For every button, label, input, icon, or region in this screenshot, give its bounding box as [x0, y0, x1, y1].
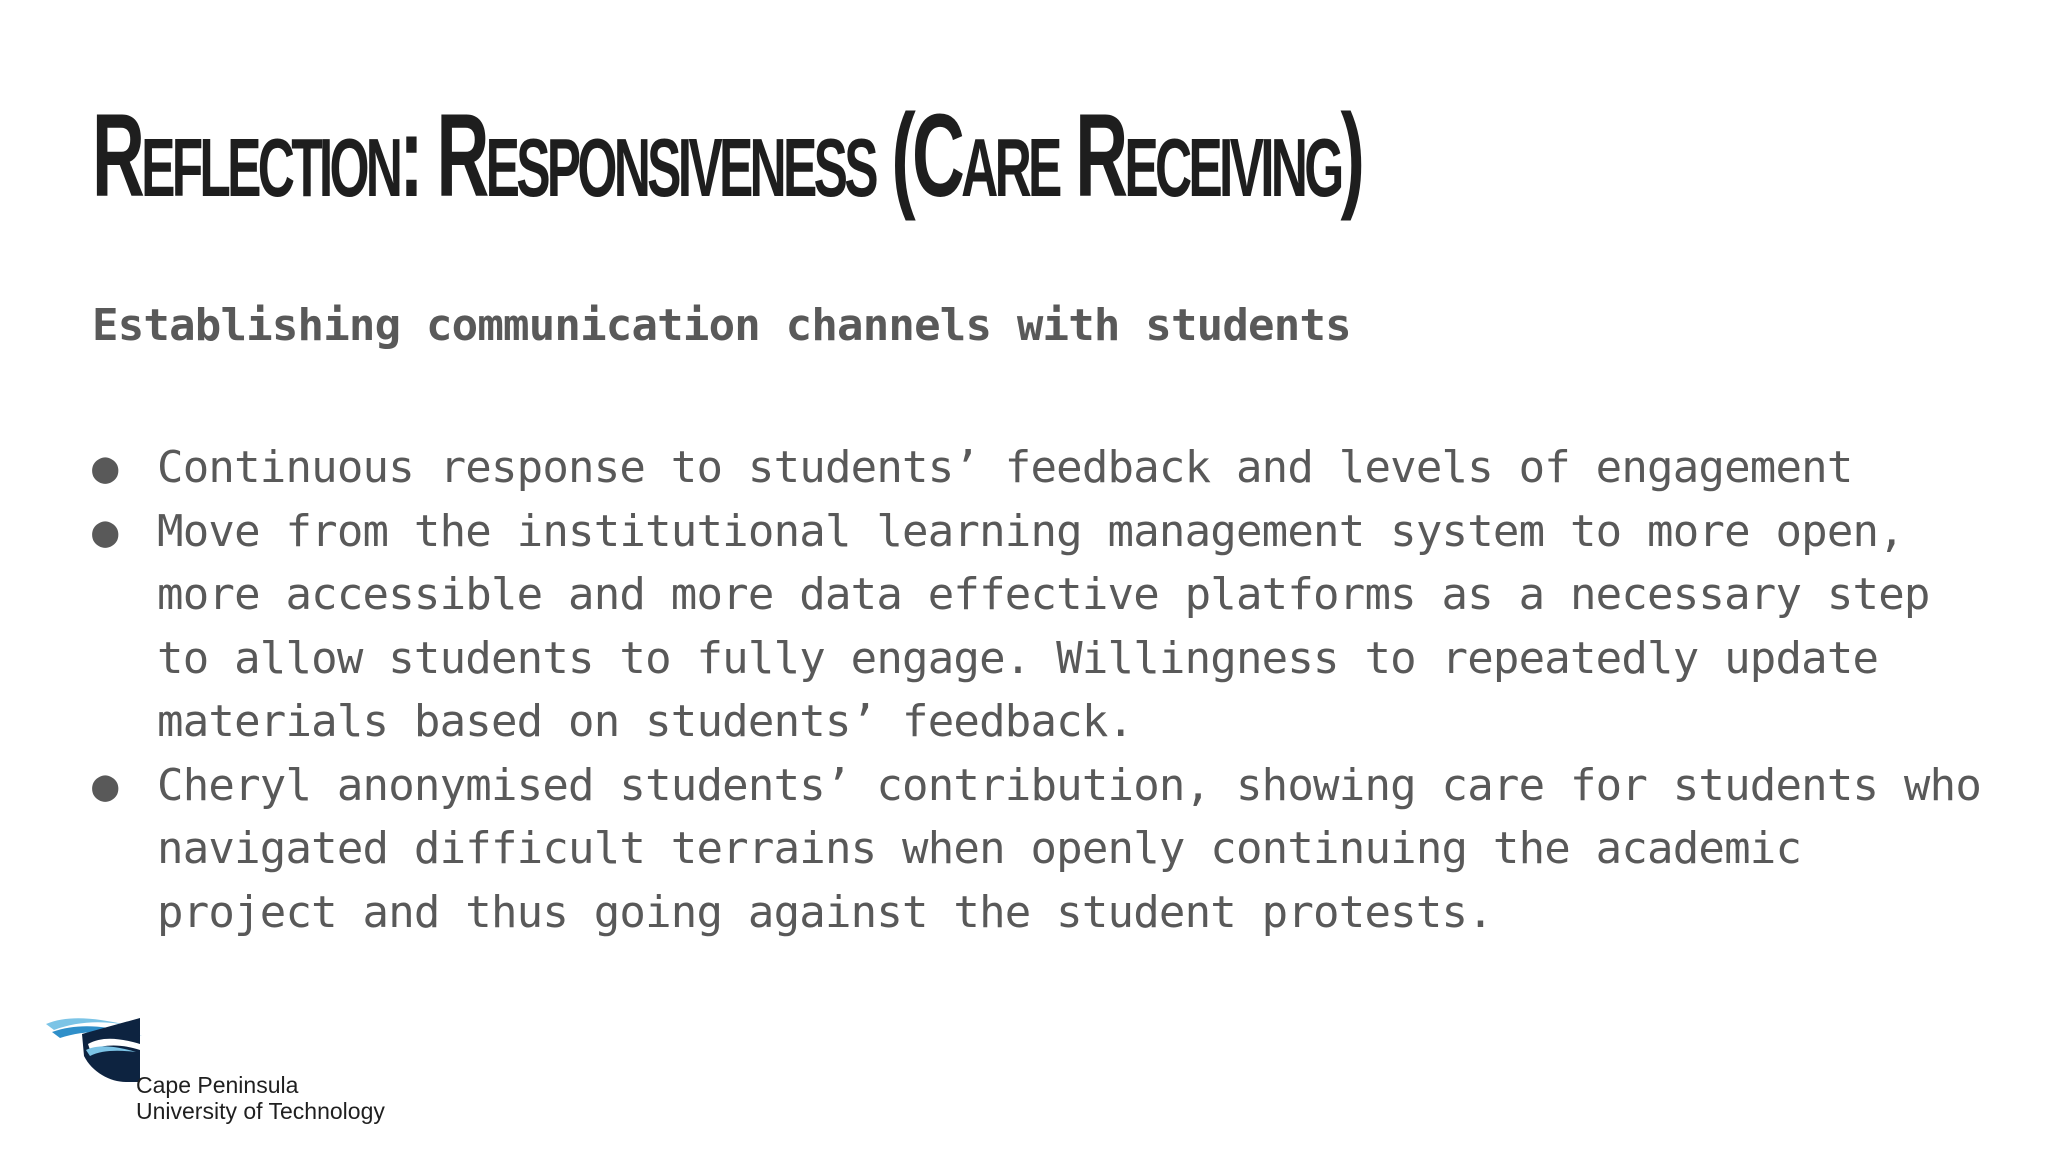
bullet-text: Move from the institutional learning management system to more open, more accessible and more data effective platforms as a necessary step to allow students to fully engage. Willingness to repeatedly update materials based on students’ feedback.: [157, 505, 1930, 747]
bullet-item: [92, 500, 1992, 754]
bullet-dot-icon: ●: [92, 759, 118, 811]
bullet-list: [92, 436, 1992, 944]
bullet-dot-icon: ●: [92, 442, 118, 493]
bullet-item: [92, 436, 1992, 500]
logo-line-2: University of Technology: [136, 1098, 385, 1124]
cput-logo-icon: [40, 1010, 150, 1100]
logo-line-1: Cape Peninsula: [136, 1072, 299, 1098]
university-logo: [40, 1010, 420, 1140]
bullet-text: Cheryl anonymised students’ contribution, showing care for students who navigated difficult terrains when openly continuing the academic project and thus going against the student protests.: [157, 759, 1982, 938]
slide-subtitle: Establishing communication channels with students: [92, 300, 1351, 351]
bullet-dot-icon: ●: [92, 505, 118, 557]
slide-title: Reflection: Responsiveness (Care Receiving): [92, 90, 1362, 222]
bullet-text: Continuous response to students’ feedback and levels of engagement: [157, 442, 1853, 493]
bullet-item: [92, 754, 1992, 945]
